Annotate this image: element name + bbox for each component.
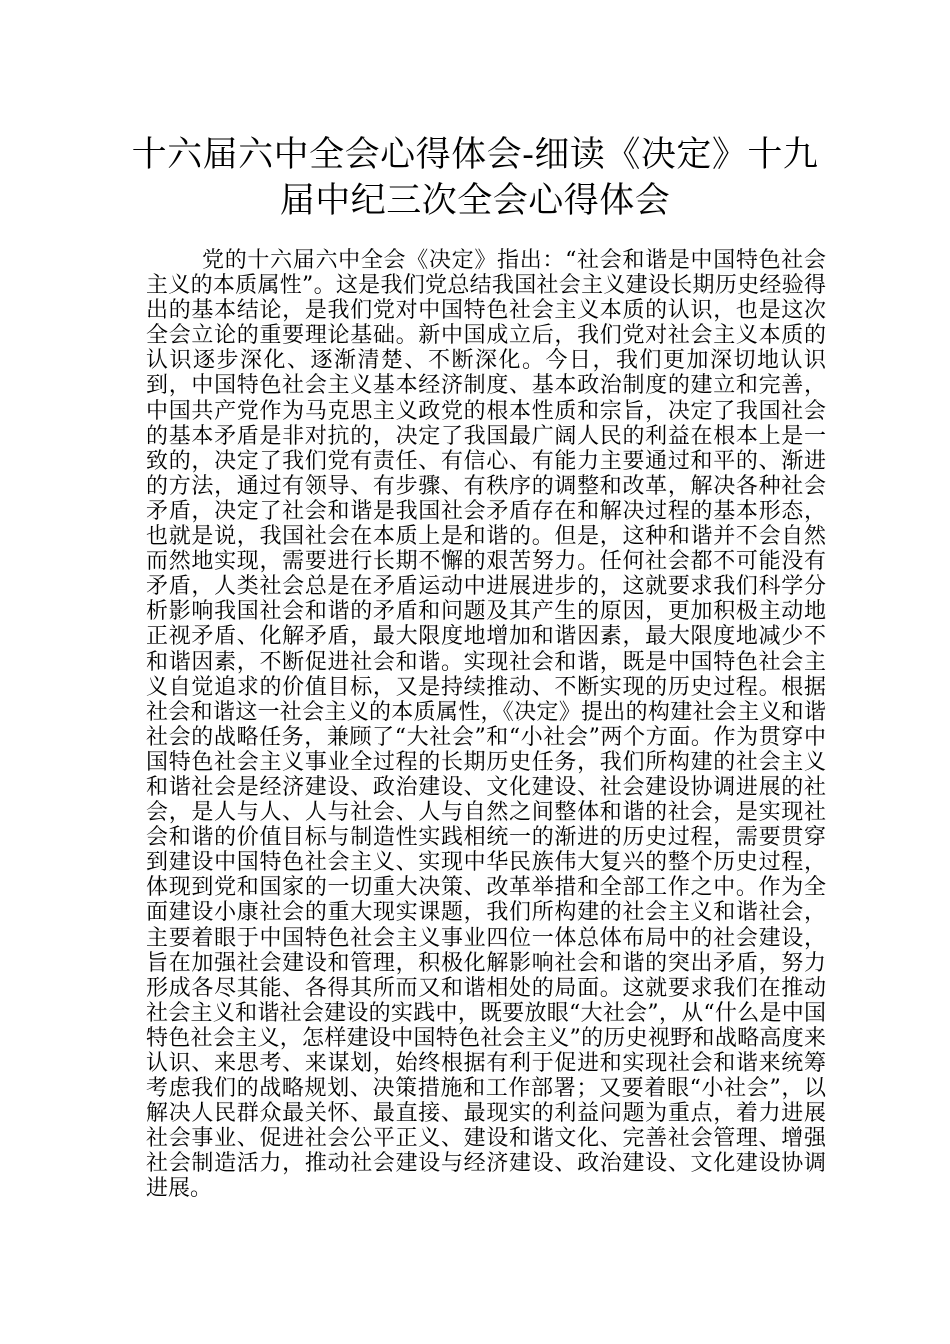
body-paragraph: 党的十六届六中全会《决定》指出：“社会和谐是中国特色社会主义的本质属性”。这是我们党总结我国社会主义建设长期历史经验得出的基本结论，是我们党对中国特色社会主义本质的认识，也是这次全会立论的重要理论基础。新中国成立后，我们党对社会主义本质的认识逐步深化、逐渐清楚、不断深化。今日，我们更加深切地认识到，中国特色社会主义基本经济制度、基本政治制度的建立和完善，中国共产党作为马克思主义政党的根本性质和宗旨，决定了我国社会的基本矛盾是非对抗的，决定了我国最广阔人民的利益在根本上是一致的，决定了我们党有责任、有信心、有能力主要通过和平的、渐进的方法，通过有领导、有步骤、有秩序的调整和改革，解决各种社会矛盾，决定了社会和谐是我国社会矛盾存在和解决过程的基本形态，也就是说，我国社会在本质上是和谐的。但是，这种和谐并不会自然而然地实现，需要进行长期不懈的艰苦努力。任何社会都不可能没有矛盾，人类社会总是在矛盾运动中进展进步的，这就要求我们科学分析影响我国社会和谐的矛盾和问题及其产生的原因，更加积极主动地正视矛盾、化解矛盾，最大限度地增加和谐因素，最大限度地减少不和谐因素，不断促进社会和谐。实现社会和谐，既是中国特色社会主义自觉追求的价值目标，又是持续推动、不断实现的历史过程。根据社会和谐这一社会主义的本质属性，《决定》提出的构建社会主义和谐社会的战略任务，兼顾了“大社会”和“小社会”两个方面。作为贯穿中国特色社会主义事业全过程的长期历史任务，我们所构建的社会主义和谐社会是经济建设、政治建设、文化建设、社会建设协调进展的社会，是人与人、人与社会、人与自然之间整体和谐的社会，是实现社会和谐的价值目标与制造性实践相统一的渐进的历史过程，需要贯穿到建设中国特色社会主义、实现中华民族伟大复兴的整个历史过程，体现到党和国家的一切重大决策、改革举措和全部工作之中。作为全面建设小康社会的重大现实课题，我们所构建的社会主义和谐社会，主要着眼于中国特色社会主义事业四位一体总体布局中的社会建设，旨在加强社会建设和管理，积极化解影响社会和谐的突出矛盾，努力形成各尽其能、各得其所而又和谐相处的局面。这就要求我们在推动社会主义和谐社会建设的实践中，既要放眼“大社会”，从“什么是中国特色社会主义，怎样建设中国特色社会主义”的历史视野和战略高度来认识、来思考、来谋划，始终根据有利于促进和实现社会和谐来统筹考虑我们的战略规划、决策措施和工作部署；又要着眼“小社会”，以解决人民群众最关怀、最直接、最现实的利益问题为重点，着力进展社会事业、促进社会公平正义、建设和谐文化、完善社会管理、增强社会制造活力，推动社会建设与经济建设、政治建设、文化建设协调进展。: [146, 248, 826, 1202]
document-title: 十六届六中全会心得体会-细读《决定》十九届中纪三次全会心得体会: [131, 135, 819, 221]
